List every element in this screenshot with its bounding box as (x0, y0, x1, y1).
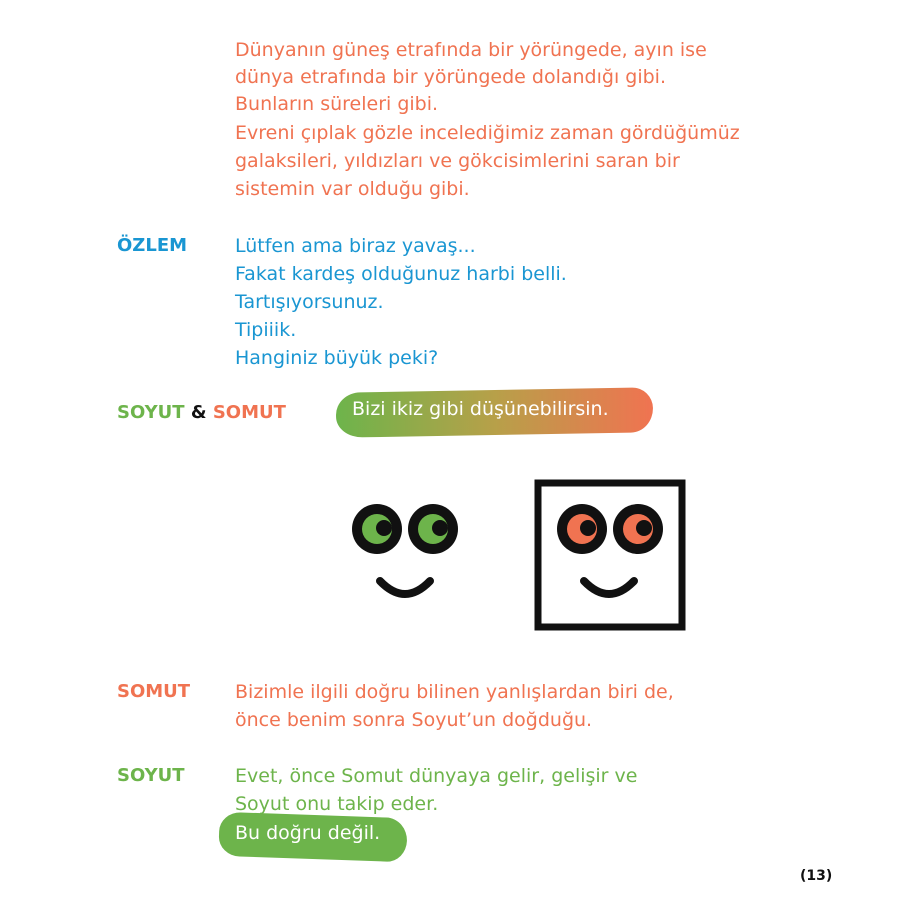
narration-line-2: dünya etrafında bir yörüngede dolandığı gibi. (235, 66, 666, 88)
soyut-right-eye (408, 504, 458, 554)
ozlem-line-4: Tipiiik. (235, 319, 297, 341)
somut-left-eye (557, 504, 607, 554)
narration-line-6: sistemin var olduğu gibi. (235, 178, 470, 200)
somut-square-outline (538, 483, 682, 627)
narration-line-1: Dünyanın güneş etrafında bir yörüngede, ayın ise (235, 39, 707, 61)
soyut-left-eye (352, 504, 402, 554)
speaker-soyut-somut (117, 402, 286, 423)
ozlem-line-3: Tartışıyorsunuz. (235, 291, 384, 313)
narration-line-5: galaksileri, yıldızları ve gökcisimlerini saran bir (235, 150, 680, 172)
speaker-soyut-2: SOYUT (117, 765, 185, 786)
narration-line-4: Evreni çıplak gözle incelediğimiz zaman gördüğümüz (235, 122, 740, 144)
soyut-smile (380, 581, 430, 594)
narration-line-3: Bunların süreleri gibi. (235, 93, 439, 115)
page-number: (13) (800, 868, 833, 884)
soyut-face (340, 495, 480, 615)
soyut-line-2: Soyut onu takip eder. (235, 793, 439, 815)
somut-face (534, 479, 686, 631)
ozlem-line-2: Fakat kardeş olduğunuz harbi belli. (235, 263, 567, 285)
speaker-somut: SOMUT (212, 402, 286, 423)
speaker-ozlem: ÖZLEM (117, 235, 188, 256)
speaker-soyut: SOYUT (117, 402, 185, 423)
ampersand: & (190, 402, 207, 423)
bubble-text-twins: Bizi ikiz gibi düşünebilirsin. (352, 398, 609, 420)
bubble-text-not-true: Bu doğru değil. (235, 822, 381, 844)
soyut-line-1: Evet, önce Somut dünyaya gelir, gelişir ve (235, 765, 638, 787)
somut-line-2: önce benim sonra Soyut’un doğduğu. (235, 709, 593, 731)
ozlem-line-5: Hanginiz büyük peki? (235, 347, 439, 369)
speaker-somut-2: SOMUT (117, 681, 191, 702)
somut-line-1: Bizimle ilgili doğru bilinen yanlışlardan biri de, (235, 681, 674, 703)
ozlem-line-1: Lütfen ama biraz yavaş... (235, 235, 476, 257)
somut-smile (584, 581, 634, 594)
somut-right-eye (613, 504, 663, 554)
